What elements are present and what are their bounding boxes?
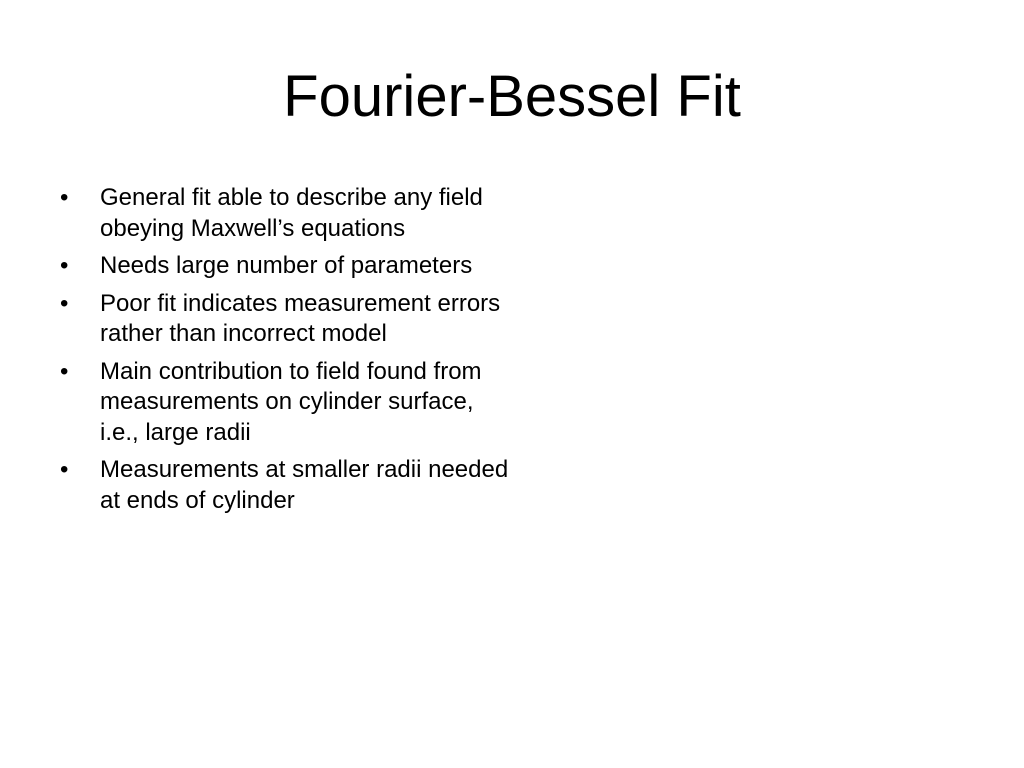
bullet-text: Main contribution to field found from measurements on cylinder surface, i.e., large radii xyxy=(100,357,482,446)
bullet-icon: • xyxy=(60,456,69,483)
bullet-item xyxy=(58,455,518,516)
bullet-text: Needs large number of parameters xyxy=(100,252,473,279)
bullet-icon: • xyxy=(60,184,69,211)
bullet-text: General fit able to describe any field obeying Maxwell’s equations xyxy=(100,184,483,242)
slide-title: Fourier-Bessel Fit xyxy=(283,64,741,129)
bullet-icon: • xyxy=(60,289,69,317)
bullet-icon: • xyxy=(60,357,69,385)
bullet-item xyxy=(58,251,518,282)
bullet-item xyxy=(58,289,518,350)
bullet-icon: • xyxy=(60,252,69,279)
bullet-text: Measurements at smaller radii needed at ends of cylinder xyxy=(100,456,509,514)
bullet-item xyxy=(58,183,518,244)
bullet-item xyxy=(58,357,518,449)
bullet-list xyxy=(58,183,518,523)
bullet-text: Poor fit indicates measurement errors rather than incorrect model xyxy=(100,289,501,347)
